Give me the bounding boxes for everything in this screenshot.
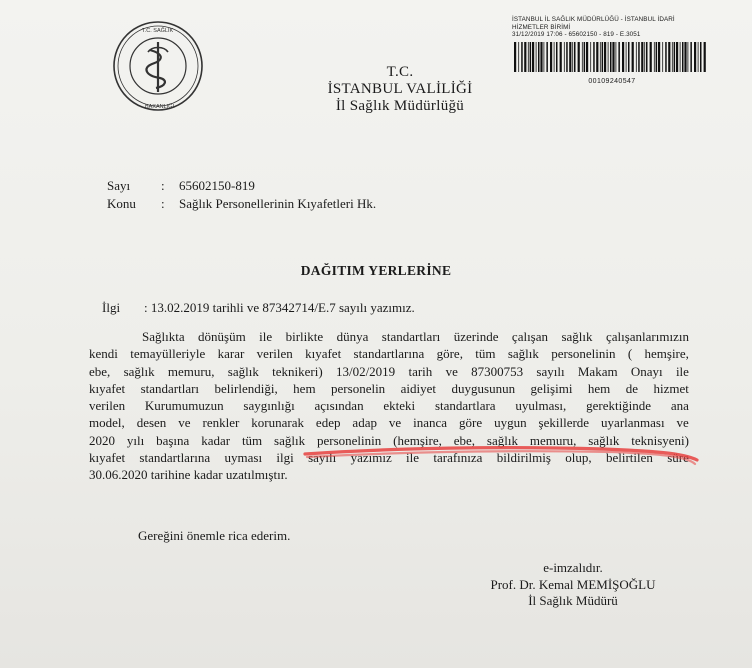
body-line: 30.06.2020 tarihine kadar uzatılmıştır.	[89, 467, 288, 483]
barcode-header-line2: HİZMETLER BİRİMİ	[512, 23, 571, 31]
konu-value: Sağlık Personellerinin Kıyafetleri Hk.	[179, 196, 377, 211]
red-highlight-stroke	[303, 440, 700, 470]
e-signed-note: e-imzalıdır.	[543, 560, 603, 575]
ilgi-value: : 13.02.2019 tarihli ve 87342714/E.7 sayılı yazımız.	[144, 300, 415, 315]
ministry-seal-logo	[112, 20, 204, 112]
body-line: 2020 yılı başına kadar tüm sağlık personelinin (hemşire, ebe, sağlık memuru, sağlık teknisyeni)	[89, 432, 689, 448]
svg-text:T.C. SAĞLIK: T.C. SAĞLIK	[142, 28, 174, 34]
body-line: Sağlıkta dönüşüm ile birlikte dünya standartları üzerinde çalışan sağlık çalışanlarımızın	[142, 329, 689, 344]
barcode-bars	[512, 42, 708, 72]
heading-directorate: İl Sağlık Müdürlüğü	[335, 98, 465, 114]
konu-separator: :	[161, 196, 165, 211]
barcode-block	[512, 16, 712, 85]
closing-sentence: Gereğini önemle rica ederim.	[138, 528, 291, 543]
heading-tc: T.C.	[386, 64, 414, 80]
sayi-label: Sayı	[107, 178, 131, 193]
body-line: kıyafet standartlarına uyması ilgi sayılı yazımız ile tarafınıza bildirilmiş olup, belirtilen süre	[89, 450, 689, 466]
barcode-number: 00109240547	[588, 77, 636, 85]
signature-block	[475, 560, 671, 610]
konu-row	[107, 195, 376, 213]
svg-text:BAKANLIĞI: BAKANLIĞI	[145, 104, 175, 110]
body-line: kendi temayülleriyle karar verilen kıyafet standartlarına göre, tüm sağlık personelinin ( hemşire,	[89, 346, 689, 362]
signatory-title: İl Sağlık Müdürü	[528, 593, 618, 608]
heading-governorship: İSTANBUL VALİLİĞİ	[327, 81, 473, 97]
body-line: kıyafet standartları belirlendiği, hem personelin aidiyet duygusunun gelişimi hem de hizmet	[89, 380, 689, 396]
ilgi-row	[102, 300, 415, 316]
distribution-title: DAĞITIM YERLERİNE	[300, 263, 452, 278]
ilgi-label: İlgi	[102, 300, 121, 315]
body-line: verilen Kurumumuzun saygınlığı açısından ekteki standartlara uyulması, gerektiğinde ana	[89, 398, 689, 414]
body-line: model, desen ve renkler korunarak edep adap ve inanca göre uygun şekillerde uyarlanması ve	[89, 415, 689, 431]
institution-heading	[300, 64, 500, 115]
sayi-row	[107, 177, 376, 195]
signatory-name: Prof. Dr. Kemal MEMİŞOĞLU	[490, 576, 656, 592]
barcode-header-line3: 31/12/2019 17:06 - 65602150 - 819 - E.3051	[512, 31, 641, 39]
barcode-header-line1: İSTANBUL İL SAĞLIK MÜDÜRLÜĞÜ - İSTANBUL İDARİ	[512, 16, 675, 23]
sayi-separator: :	[161, 178, 165, 193]
reference-block	[107, 177, 376, 213]
sayi-value: 65602150-819	[179, 178, 255, 193]
konu-label: Konu	[107, 196, 136, 211]
body-line: ebe, sağlık memuru, sağlık teknikeri) 13/02/2019 tarih ve 87300753 sayılı Makam Onayı ile	[89, 363, 689, 379]
